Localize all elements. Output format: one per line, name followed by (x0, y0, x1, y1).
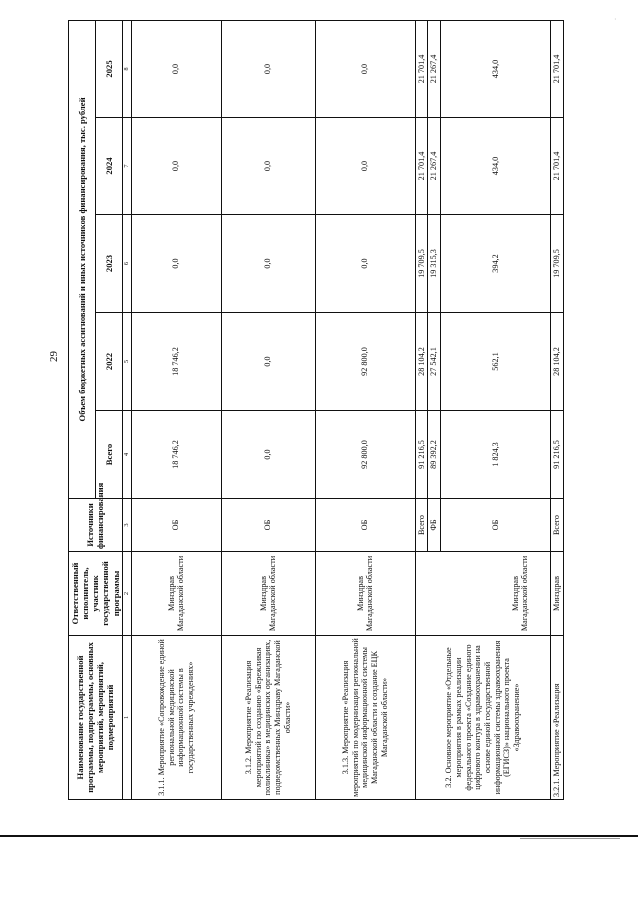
row-source: ОБ (221, 499, 315, 552)
row-responsible: Минздрав Магаданской области (315, 552, 415, 636)
table-row (315, 20, 415, 799)
row-source: ОБ (131, 499, 221, 552)
column-number: 5 (122, 313, 131, 411)
row-2024: 434,0 (441, 118, 551, 215)
header-2025: 2025 (95, 20, 122, 117)
row-2023: 0,0 (221, 215, 315, 313)
row-2022: 92 800,0 (315, 313, 415, 411)
column-number: 4 (122, 411, 131, 499)
budget-table (68, 20, 564, 800)
header-2024: 2024 (95, 118, 122, 215)
row-source: ОБ (441, 499, 551, 552)
row-name: 3.2.1. Мероприятие «Реализация (551, 636, 564, 800)
row-2024: 21 701,4 (415, 118, 428, 215)
row-total: 92 800,0 (315, 411, 415, 499)
table-row (551, 20, 564, 799)
row-2025: 0,0 (131, 20, 221, 117)
row-source: ОБ (315, 499, 415, 552)
row-2024: 0,0 (315, 118, 415, 215)
row-2025: 21 701,4 (415, 20, 428, 117)
row-2025: 21 267,4 (428, 20, 441, 117)
header-total: Всего (95, 411, 122, 499)
row-source: Всего (415, 499, 428, 552)
row-total: 0,0 (221, 411, 315, 499)
row-2025: 0,0 (315, 20, 415, 117)
row-2023: 19 315,3 (428, 215, 441, 313)
row-2024: 0,0 (131, 118, 221, 215)
row-2025: 21 701,4 (551, 20, 564, 117)
row-total: 91 216,5 (551, 411, 564, 499)
row-responsible: Минздрав Магаданской области (131, 552, 221, 636)
row-name: 3.1.3. Мероприятие «Реализация мероприятий по модернизации региональной медицинской информационной системы Магаданской области и создание ЕЦК Магаданской области» (315, 636, 415, 800)
page-divider (0, 835, 638, 837)
row-2022: 18 746,2 (131, 313, 221, 411)
table-row (415, 20, 428, 799)
page-divider-short (520, 838, 620, 839)
column-number: 3 (122, 499, 131, 552)
row-2024: 0,0 (221, 118, 315, 215)
budget-table-wrapper (68, 21, 562, 800)
header-name: Наименование государственной программы, подпрограммы, основных мероприятий, мероприятий, подмероприятий (69, 636, 123, 800)
page-number: 29 (48, 351, 60, 362)
corner-mark: · (614, 15, 617, 24)
table-row (221, 20, 315, 799)
group-responsible: Минздрав Магаданской области (415, 552, 550, 636)
row-2025: 434,0 (441, 20, 551, 117)
row-2023: 19 709,5 (551, 215, 564, 313)
row-responsible: Минздрав (551, 552, 564, 636)
row-2023: 0,0 (131, 215, 221, 313)
header-volume: Объем бюджетных ассигнований и иных источников финансирования, тыс. рублей (69, 20, 96, 498)
row-2023: 0,0 (315, 215, 415, 313)
column-number: 1 (122, 636, 131, 800)
row-total: 18 746,2 (131, 411, 221, 499)
row-2025: 0,0 (221, 20, 315, 117)
row-source: ФБ (428, 499, 441, 552)
column-number: 7 (122, 118, 131, 215)
table-row (131, 20, 221, 799)
row-total: 91 216,5 (415, 411, 428, 499)
row-2024: 21 267,4 (428, 118, 441, 215)
row-total: 89 392,2 (428, 411, 441, 499)
column-number: 6 (122, 215, 131, 313)
row-name: 3.1.2. Мероприятие «Реализация мероприятий по созданию «Бережливая поликлиника» в медицинских организациях, подведомственных Минздраву Магаданской области» (221, 636, 315, 800)
header-sources: Источники финансирования (69, 499, 123, 552)
row-2024: 21 701,4 (551, 118, 564, 215)
header-2022: 2022 (95, 313, 122, 411)
row-2023: 19 709,5 (415, 215, 428, 313)
row-2022: 27 542,1 (428, 313, 441, 411)
row-responsible: Минздрав Магаданской области (221, 552, 315, 636)
column-number: 2 (122, 552, 131, 636)
row-2022: 0,0 (221, 313, 315, 411)
column-number: 8 (122, 20, 131, 117)
row-2022: 562,1 (441, 313, 551, 411)
header-responsible: Ответственный исполнитель, участник государственной программы (69, 552, 123, 636)
row-2023: 394,2 (441, 215, 551, 313)
row-source: Всего (551, 499, 564, 552)
row-2022: 28 104,2 (415, 313, 428, 411)
group-name: 3.2. Основное мероприятие «Отдельные мероприятия в рамках реализации федерального проекта «Создание единого цифрового контура в здравоохранении на основе единой государственной информационной системы здравоохранения (ЕГИСЗ)» национального проекта «Здравоохранение» (415, 636, 550, 800)
row-total: 1 824,3 (441, 411, 551, 499)
column-number-row (122, 20, 131, 799)
header-2023: 2023 (95, 215, 122, 313)
row-name: 3.1.1. Мероприятие «Сопровождение единой региональной медицинской информационной системы в государственных учреждениях» (131, 636, 221, 800)
row-2022: 28 104,2 (551, 313, 564, 411)
